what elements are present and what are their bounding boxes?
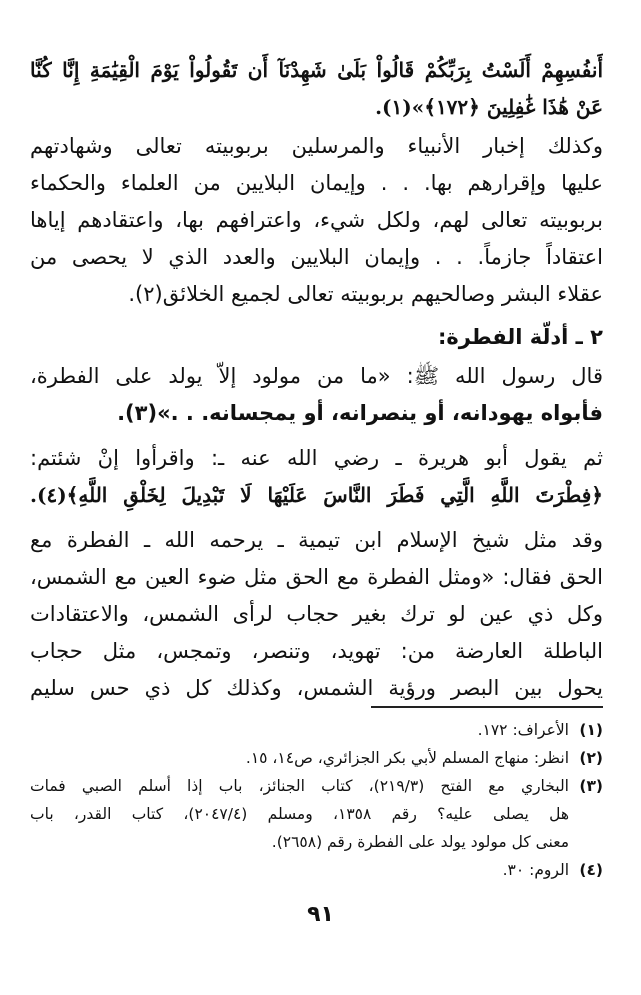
footnote-number: (٢)	[579, 749, 603, 767]
footnote-number: (١)	[579, 721, 603, 739]
footnote-number: (٤)	[579, 861, 603, 879]
footnotes	[30, 716, 603, 884]
footnote-text: انظر: منهاج المسلم لأبي بكر الجزائري، ص١٤، ١٥.	[245, 749, 569, 767]
page-number: ٩١	[307, 902, 334, 927]
quran-verse-top	[30, 52, 603, 126]
section-heading: ٢ ـ أدلّة الفطرة:	[437, 325, 603, 349]
text-line: وكذلك إخبار الأنبياء والمرسلين بربوبيته تعالى وشهادتهم	[30, 134, 603, 158]
text-line: يحول بين البصر ورؤية الشمس، وكذلك كل ذي حس سليم	[30, 676, 603, 700]
footnote-3	[30, 772, 603, 856]
footnote-divider	[371, 706, 603, 708]
text-line: عقلاء البشر وصالحيهم بربوبيته تعالى لجميع الخلائق(٢).	[128, 282, 603, 306]
text-line: بربوبيته تعالى لهم، ولكل شيء، واعترافهم بها، واعتقادهم إياها	[30, 208, 603, 232]
paragraph-3	[30, 522, 603, 707]
verse-line: عَنْ هَٰذَا غَٰفِلِينَ ﴿١٧٢﴾»(١).	[375, 95, 603, 119]
text-line: الحق فقال: «ومثل الفطرة مع الحق مثل ضوء العين مع الشمس،	[30, 565, 603, 589]
hadith-line: فأبواه يهودانه، أو ينصرانه، أو يمجسانه. . .»(٣).	[117, 401, 603, 425]
footnote-text: الأعراف: ١٧٢.	[477, 721, 569, 739]
footnote-4	[30, 856, 603, 884]
paragraph-2	[30, 440, 603, 514]
footnote-2	[30, 744, 603, 772]
text-line: وكل ذي عين لو ترك بغير حجاب لرأى الشمس، والاعتقادات	[30, 602, 603, 626]
verse-line: أَنفُسِهِمْ أَلَسْتُ بِرَبِّكُمْ قَالُواْ بَلَىٰ شَهِدْنَآ أَن تَقُولُواْ يَوْمَ الْقِيَٰمَةِ إِنَّا كُنَّا	[30, 58, 603, 82]
text-line: ثم يقول أبو هريرة ـ رضي الله عنه ـ: واقرأوا إنْ شئتم:	[30, 446, 603, 470]
footnote-text: معنى كل مولود يولد على الفطرة رقم (٢٦٥٨).	[271, 833, 569, 851]
text-line: عليها وإقرارهم بها. . . وإيمان البلايين من العلماء والحكماء	[30, 171, 603, 195]
footnote-number: (٣)	[579, 777, 603, 795]
footnote-text: الروم: ٣٠.	[502, 861, 569, 879]
footnote-text: هل يصلى عليه؟ رقم ١٣٥٨، ومسلم (٢٠٤٧/٤)، كتاب القدر، باب	[30, 805, 569, 823]
hadith-quote	[30, 358, 603, 432]
footnote-1	[30, 716, 603, 744]
paragraph-1	[30, 128, 603, 313]
text-line: وقد مثل شيخ الإسلام ابن تيمية ـ يرحمه الله ـ الفطرة مع	[30, 528, 603, 552]
footnote-text: البخاري مع الفتح (٢١٩/٣)، كتاب الجنائز، باب إذا أسلم الصبي فمات	[30, 777, 569, 795]
hadith-line: قال رسول الله ﷺ: «ما من مولود إلاّ يولد على الفطرة،	[30, 364, 603, 388]
text-line: الباطلة العارضة من: تهويد، وتنصر، وتمجس، مثل حجاب	[30, 639, 603, 663]
verse-line: ﴿فِطْرَتَ اللَّهِ الَّتِي فَطَرَ النَّاسَ عَلَيْهَا لَا تَبْدِيلَ لِخَلْقِ اللَّهِ﴾(٤).	[30, 483, 603, 507]
text-line: اعتقاداً جازماً. . . وإيمان البلايين والعدد الذي لا يحصى من	[30, 245, 603, 269]
